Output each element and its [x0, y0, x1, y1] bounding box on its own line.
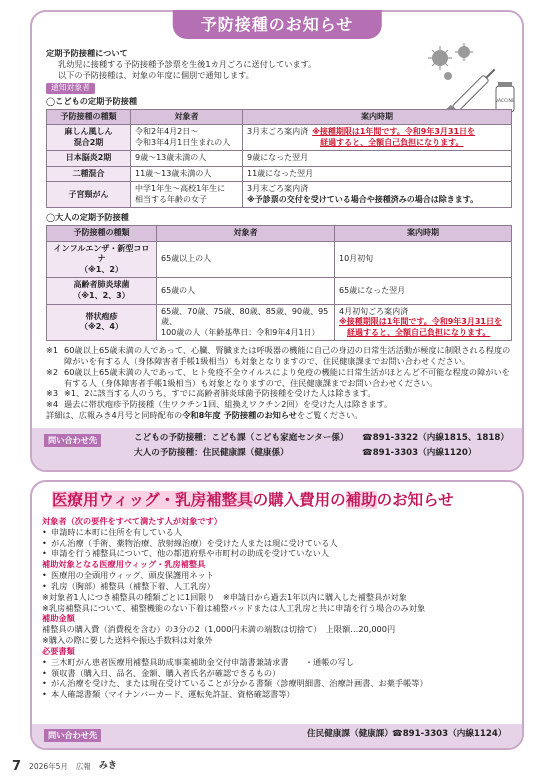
footnote-mark: ※2	[46, 366, 59, 377]
footnote-text: ※1、2に該当する人のうち、すでに高齢者肺炎球菌予防接種を受けた人は除きます。	[64, 388, 376, 399]
vaccine-kind: 二種混合	[47, 166, 131, 182]
vaccine-time: 9歳になった翌月	[243, 151, 512, 167]
contact-adult-phone[interactable]: ☎891-3303（内線1120）	[362, 448, 477, 458]
footnote-text: 過去に帯状疱疹予防接種（生ワクチン1回、組換えワクチン2回）を受けた人は除きます。	[64, 399, 393, 410]
vaccination-title: 予防接種のお知らせ	[173, 10, 382, 39]
wig-subsidy-title	[52, 490, 454, 510]
miki-logo: みき	[98, 760, 117, 771]
vaccine-kind: 帯状疱疹 （※2、4）	[47, 304, 157, 341]
vaccination-contact	[32, 428, 522, 470]
title-part: 補助	[345, 491, 377, 509]
table-header: 案内時期	[335, 226, 512, 242]
detail-text: 詳細は、広報みき4月号と同時配布の	[46, 410, 183, 421]
list-item: • 申請時に本町に住所を有している人	[42, 526, 183, 537]
contact-child-phone[interactable]: ☎891-3322（内線1815、1818）	[362, 433, 509, 443]
vaccine-time	[243, 182, 512, 208]
vaccine-target: 中学1年生～高校1年生に 相当する年齢の女子	[131, 182, 243, 208]
detail-bold: 令和8年度 予防接種のお知らせ	[182, 410, 297, 421]
title-part: 医療用ウィッグ・乳房補整具	[52, 491, 253, 509]
intro-line: 乳幼児に接種する予防接種予診票を生後1カ月ごろに送付しています。	[58, 58, 317, 69]
table-row	[47, 151, 512, 167]
deadline-note: ※接種期限は1年間です。令和9年3月31日を	[339, 317, 502, 327]
vaccination-notice-section	[30, 10, 524, 472]
list-item: • 三木町がん患者医療用補整具助成事業補助金交付申請書兼請求書 ・通帳の写し	[42, 656, 354, 667]
title-part: の購入費用の	[252, 491, 346, 509]
contact-child: こどもの予防接種：こども課（こども家庭センター係）	[134, 433, 349, 443]
equipment-heading: 補助対象となる医療用ウィッグ・乳房補整具	[42, 559, 206, 570]
table-row	[47, 278, 512, 304]
footnote-mark: ※4	[46, 399, 59, 410]
child-vaccination-table	[46, 109, 512, 209]
time-text: 3月末ごろ案内済	[247, 184, 309, 194]
table-row	[47, 182, 512, 208]
list-text: 乳房（胸部）補整具（補整下着、人工乳房）	[51, 580, 215, 591]
list-item: • がん治療（手術、薬物治療、放射線治療）を受けた人または現に受けている人	[42, 537, 338, 548]
time-text: 3月末ごろ案内済	[247, 127, 309, 137]
vaccine-kind: インフルエンザ・新型コロナ （※1、2）	[47, 241, 157, 278]
table-header: 予防接種の種類	[47, 226, 157, 242]
vaccine-kind: 麻しん風しん 混合2期	[47, 125, 131, 151]
equipment-note: ※対象者1人につき補整具の種類ごとに1回限り ※申請日から過去1年以内に購入した補整具が対象	[42, 591, 407, 602]
vaccine-time: 11歳になった翌月	[243, 166, 512, 182]
page-number: 7	[12, 759, 22, 774]
list-item: • がん治療を受けた、または現在受けていることが分かる書類（診療明細書、治療計画書、お薬手帳等）	[42, 678, 428, 689]
vaccine-label: VACCINE	[495, 99, 515, 104]
list-text: 申請を行う補整具について、他の都道府県や市町村の助成を受けていない人	[51, 548, 330, 559]
deadline-note: 経過すると、全額自己負担になります。	[320, 137, 464, 147]
vaccine-time	[335, 304, 512, 341]
detail-text: をご覧ください。	[296, 410, 363, 421]
adult-vaccination-heading: ◯大人の定期予防接種	[46, 212, 129, 223]
time-text: 4月初旬ごろ案内済	[339, 306, 409, 316]
adult-vaccination-table	[46, 225, 512, 341]
vaccine-target: 令和2年4月2日～ 令和3年4月1日生まれの人	[131, 125, 243, 151]
footnote-text: 60歳以上65歳未満の人であって、心臓、腎臓または呼吸器の機能に自己の身辺の日常生活活動が極度に制限される程度の障がいを有する人（身体障害者手帳1級相当）も対象となりますので、住民健康課までお問い合わせください。	[64, 345, 511, 366]
amount-line: 補整具の購入費（消費税を含む）の3分の2（1,000円未満の端数は切捨て） 上限額…20,000円	[42, 624, 396, 635]
vaccine-time: 10月初旬	[335, 241, 512, 278]
contact-label: 問い合わせ先	[44, 729, 101, 742]
child-vaccination-heading: ◯こどもの定期予防接種	[46, 95, 138, 106]
deadline-note: ※接種期限は1年間です。令和9年3月31日を	[312, 127, 476, 137]
vaccine-target: 65歳の人	[157, 278, 335, 304]
table-header: 対象者	[131, 109, 243, 125]
table-row	[47, 166, 512, 182]
list-text: 医療用の全頭用ウィッグ、頭皮保護用ネット	[51, 570, 214, 581]
vaccine-time	[243, 125, 512, 151]
list-item: • 医療用の全頭用ウィッグ、頭皮保護用ネット	[42, 570, 214, 581]
deadline-note: 経過すると、全額自己負担になります。	[347, 327, 491, 337]
table-row	[47, 125, 512, 151]
hpv-note: ※予診票の交付を受けている場合や接種済みの場合は除きます。	[247, 194, 479, 204]
footnote-text: 60歳以上65歳未満の人であって、ヒト免疫不全ウイルスにより免疫の機能に日常生活がほとんど不可能な程度の障がいを有する人（身体障害者手帳1級相当）も対象となりますので、住民健康課までお問い合わせください。	[64, 366, 510, 388]
vaccine-time: 65歳になった翌月	[335, 278, 512, 304]
table-header: 予防接種の種類	[47, 109, 131, 125]
detail-line	[46, 410, 512, 421]
list-text: がん治療を受けた、または現在受けていることが分かる書類（診療明細書、治療計画書、お薬手帳等）	[51, 678, 428, 689]
wig-subsidy-contact	[32, 724, 522, 748]
intro-title: 定期予防接種について	[46, 48, 128, 58]
list-text: 申請時に本町に住所を有している人	[51, 526, 183, 537]
footnote	[46, 399, 512, 410]
contact-adult: 大人の予防接種：住民健康課（健康係）	[134, 448, 289, 458]
list-item: • 本人確認書類（マイナンバーカード、運転免許証、資格確認書等）	[42, 689, 295, 700]
issue-date: 2026年5月	[29, 761, 68, 771]
intro-line: 以下の予防接種は、対象の年度に個別で通知します。	[58, 69, 254, 80]
amount-heading: 補助金額	[42, 613, 75, 624]
footnote-mark: ※1	[46, 345, 59, 356]
title-part: のお知らせ	[376, 491, 454, 509]
contact-label: 問い合わせ先	[44, 434, 101, 447]
notice-target-tag: 通知対象者	[46, 83, 95, 93]
vaccine-target: 65歳以上の人	[157, 241, 335, 278]
list-text: がん治療（手術、薬物治療、放射線治療）を受けた人または現に受けている人	[51, 537, 338, 548]
list-item: • 乳房（胸部）補整具（補整下着、人工乳房）	[42, 580, 215, 591]
amount-note: ※購入の際に要した送料や振込手数料は対象外	[42, 635, 213, 646]
equipment-note: ※乳房補整具について、補整機能のない下着は補整パッドまたは人工乳房と共に申請を行う場合のみ対象	[42, 602, 426, 613]
list-text: 本人確認書類（マイナンバーカード、運転免許証、資格確認書等）	[51, 689, 295, 700]
table-header: 対象者	[157, 226, 335, 242]
footnote	[46, 367, 512, 389]
footnote	[46, 345, 512, 367]
contact-phone[interactable]: ☎891-3303（内線1124）	[392, 729, 507, 739]
vaccine-target: 11歳～13歳未満の人	[131, 166, 243, 182]
table-header: 案内時期	[243, 109, 512, 125]
page-footer	[12, 758, 117, 775]
contact-dept: 住民健康課（健康課）	[307, 729, 393, 739]
list-text: 領収書（購入日、品名、金額、購入者氏名が確認できるもの）	[51, 667, 281, 678]
vaccine-target: 9歳～13歳未満の人	[131, 151, 243, 167]
list-item: • 申請を行う補整具について、他の都道府県や市町村の助成を受けていない人	[42, 548, 330, 559]
kouhou-label: 広報	[75, 761, 91, 771]
footnote-mark: ※3	[46, 388, 59, 399]
wig-subsidy-section	[30, 480, 524, 750]
table-row	[47, 304, 512, 341]
target-heading: 対象者（次の要件をすべて満たす人が対象です）	[42, 516, 222, 526]
table-row	[47, 241, 512, 278]
vaccine-kind: 日本脳炎2期	[47, 151, 131, 167]
list-item: • 領収書（購入日、品名、金額、購入者氏名が確認できるもの）	[42, 667, 281, 678]
vaccine-kind: 子宮頸がん	[47, 182, 131, 208]
list-text: 三木町がん患者医療用補整具助成事業補助金交付申請書兼請求書 ・通帳の写し	[51, 656, 354, 667]
footnote	[46, 388, 512, 399]
footnotes	[46, 345, 512, 421]
vaccine-kind: 高齢者肺炎球菌 （※1、2、3）	[47, 278, 157, 304]
documents-heading: 必要書類	[42, 645, 75, 656]
vaccine-target: 65歳、70歳、75歳、80歳、85歳、90歳、95歳、 100歳の人（年齢基準日：令和9年4月1日）	[157, 304, 335, 341]
